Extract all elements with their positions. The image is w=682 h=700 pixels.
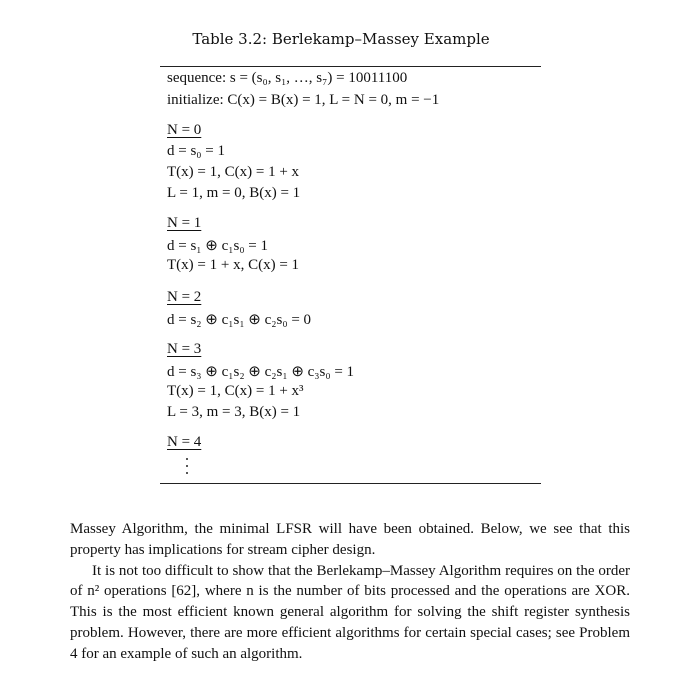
paragraph-1: Massey Algorithm, the minimal LFSR will have been obtained. Below, we see that this property has implications for stream cipher design. xyxy=(70,521,630,558)
vertical-ellipsis xyxy=(186,458,190,479)
step-n3-polynomials: T(x) = 1, C(x) = 1 + x³ xyxy=(167,383,304,399)
initialize-line: initialize: C(x) = B(x) = 1, L = N = 0, m = −1 xyxy=(167,92,440,108)
step-n1-polynomials: T(x) = 1 + x, C(x) = 1 xyxy=(167,257,300,273)
step-n3-discrepancy: d = s₃ ⊕ c₁s₂ ⊕ c₂s₁ ⊕ c₃s₀ = 1 xyxy=(167,364,355,380)
step-n4-heading: N = 4 xyxy=(167,434,202,450)
step-n1-heading: N = 1 xyxy=(167,215,202,231)
step-n0-discrepancy: d = s₀ = 1 xyxy=(167,143,225,159)
step-n3-heading: N = 3 xyxy=(167,341,202,357)
step-n0-polynomials: T(x) = 1, C(x) = 1 + x xyxy=(167,164,300,180)
paragraph-2: It is not too difficult to show that the Berlekamp–Massey Algorithm requires on the order of n² operations [62], where n is the number of bits processed and the operations are XOR. This is the most efficient known general algorithm for solving the shift register synthesis problem. However, there are more efficient algorithms for certain special cases; see Problem 4 for an example of such an algorithm. xyxy=(70,562,630,662)
sequence-line: sequence: s = (s₀, s₁, …, s₇) = 10011100 xyxy=(167,70,408,86)
step-n2-discrepancy: d = s₂ ⊕ c₁s₁ ⊕ c₂s₀ = 0 xyxy=(167,312,312,328)
step-n2-heading: N = 2 xyxy=(167,289,202,305)
step-n1-discrepancy: d = s₁ ⊕ c₁s₀ = 1 xyxy=(167,238,269,254)
body-text xyxy=(70,519,630,665)
step-n3-update: L = 3, m = 3, B(x) = 1 xyxy=(167,404,301,420)
table-bottom-rule xyxy=(160,483,541,484)
table-top-rule xyxy=(160,66,541,67)
step-n0-heading: N = 0 xyxy=(167,122,202,138)
step-n0-update: L = 1, m = 0, B(x) = 1 xyxy=(167,185,301,201)
table-caption: Table 3.2: Berlekamp–Massey Example xyxy=(192,30,490,48)
